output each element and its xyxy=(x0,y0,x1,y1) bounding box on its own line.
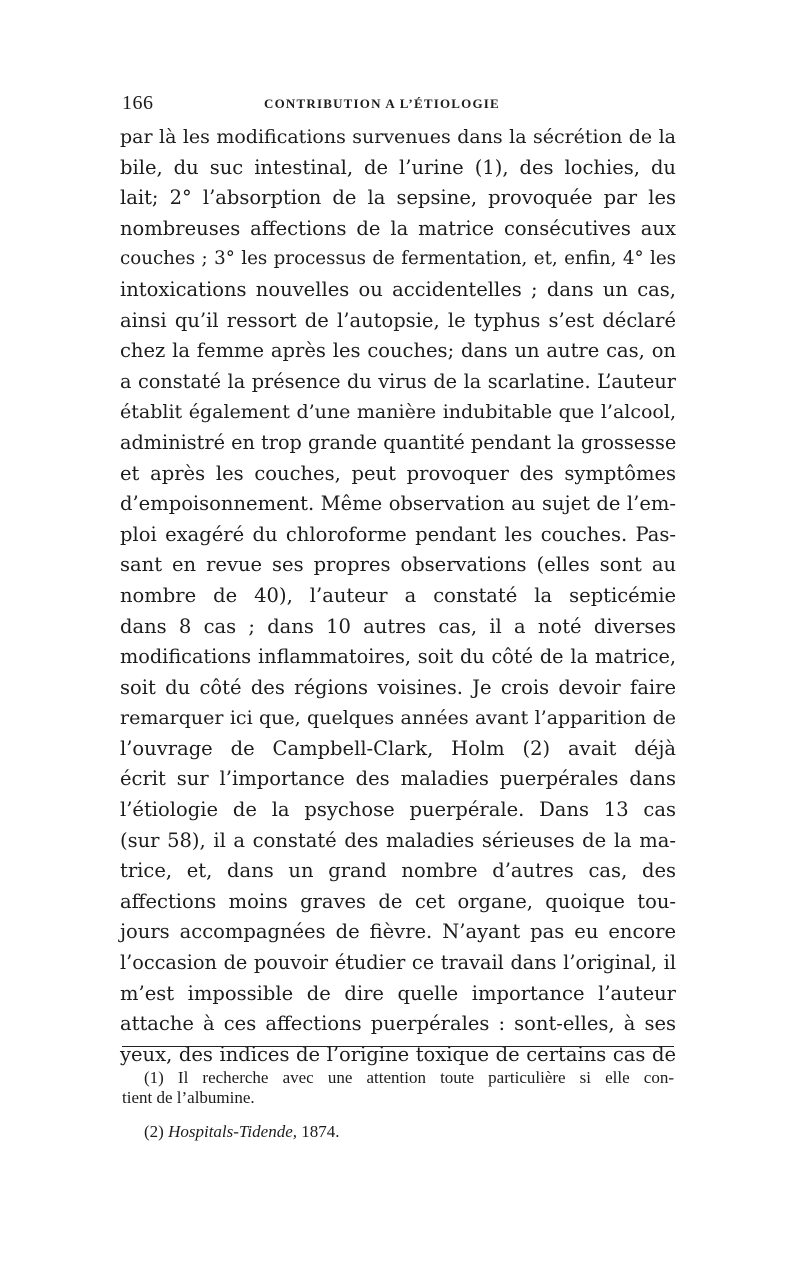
text-line: couches ; 3° les processus de fermentation, et, enfin, 4° les xyxy=(120,248,676,270)
text-line: soit du côté des régions voisines. Je crois devoir faire xyxy=(120,675,676,699)
footnote-2-year: 1874. xyxy=(297,1122,340,1141)
text-line: yeux, des indices de l’origine toxique de certains cas de xyxy=(120,1042,676,1066)
footnote-2-title: Hospitals-Tidende, xyxy=(168,1122,297,1141)
footnotes xyxy=(122,1068,674,1142)
footnote-1-line-2: tient de l’albumine. xyxy=(122,1088,255,1107)
text-line: m’est impossible de dire quelle importance l’auteur xyxy=(120,981,676,1005)
running-title: CONTRIBUTION A L’ÉTIOLOGIE xyxy=(264,96,500,111)
footnote-2-marker: (2) xyxy=(144,1122,169,1141)
text-line: affections moins graves de cet organe, quoique tou- xyxy=(120,889,676,913)
text-line: trice, et, dans un grand nombre d’autres cas, des xyxy=(120,859,676,883)
footnote-2 xyxy=(122,1122,674,1142)
text-line: intoxications nouvelles ou accidentelles ; dans un cas, xyxy=(120,277,676,301)
text-line: d’empoisonnement. Même observation au sujet de l’em- xyxy=(120,492,676,516)
text-line: nombreuses affections de la matrice consécutives aux xyxy=(120,216,676,240)
text-line: chez la femme après les couches; dans un autre cas, on xyxy=(120,339,676,363)
text-line: écrit sur l’importance des maladies puerpérales dans xyxy=(120,767,676,791)
text-line: jours accompagnées de fièvre. N’ayant pas eu encore xyxy=(120,920,676,944)
page-number: 166 xyxy=(122,92,154,114)
footnote-divider xyxy=(122,1046,674,1047)
running-header xyxy=(122,92,674,118)
text-line: établit également d’une manière indubitable que l’alcool, xyxy=(120,401,676,424)
text-line: l’occasion de pouvoir étudier ce travail dans l’original, il xyxy=(120,951,676,975)
text-line: par là les modifications survenues dans la sécrétion de la xyxy=(120,126,676,148)
text-line: lait; 2° l’absorption de la sepsine, provoquée par les xyxy=(120,186,676,210)
text-line: attache à ces affections puerpérales : sont-elles, à ses xyxy=(120,1012,676,1036)
text-line: ainsi qu’il ressort de l’autopsie, le typhus s’est déclaré xyxy=(120,308,676,332)
text-line: bile, du suc intestinal, de l’urine (1), des lochies, du xyxy=(120,155,676,179)
text-line: sant en revue ses propres observations (elles sont au xyxy=(120,553,676,577)
text-line: administré en trop grande quantité pendant la grossesse xyxy=(120,430,677,454)
text-line: modifications inflammatoires, soit du côté de la matrice, xyxy=(120,645,676,669)
text-line: nombre de 40), l’auteur a constaté la septicémie xyxy=(120,583,676,607)
text-line: et après les couches, peut provoquer des symptômes xyxy=(120,461,676,485)
footnote-1-line-1: (1) Il recherche avec une attention toute particulière si elle con- xyxy=(144,1068,674,1087)
body-text xyxy=(120,122,676,1070)
text-line: a constaté la présence du virus de la scarlatine. L’auteur xyxy=(120,369,676,393)
text-line: ploi exagéré du chloroforme pendant les couches. Pas- xyxy=(120,522,676,546)
text-line: dans 8 cas ; dans 10 autres cas, il a noté diverses xyxy=(120,614,676,638)
text-line: l’étiologie de la psychose puerpérale. Dans 13 cas xyxy=(120,798,676,822)
text-line: (sur 58), il a constaté des maladies sérieuses de la ma- xyxy=(120,828,676,852)
text-line: l’ouvrage de Campbell-Clark, Holm (2) avait déjà xyxy=(120,736,676,760)
text-line: remarquer ici que, quelques années avant l’apparition de xyxy=(120,707,676,730)
